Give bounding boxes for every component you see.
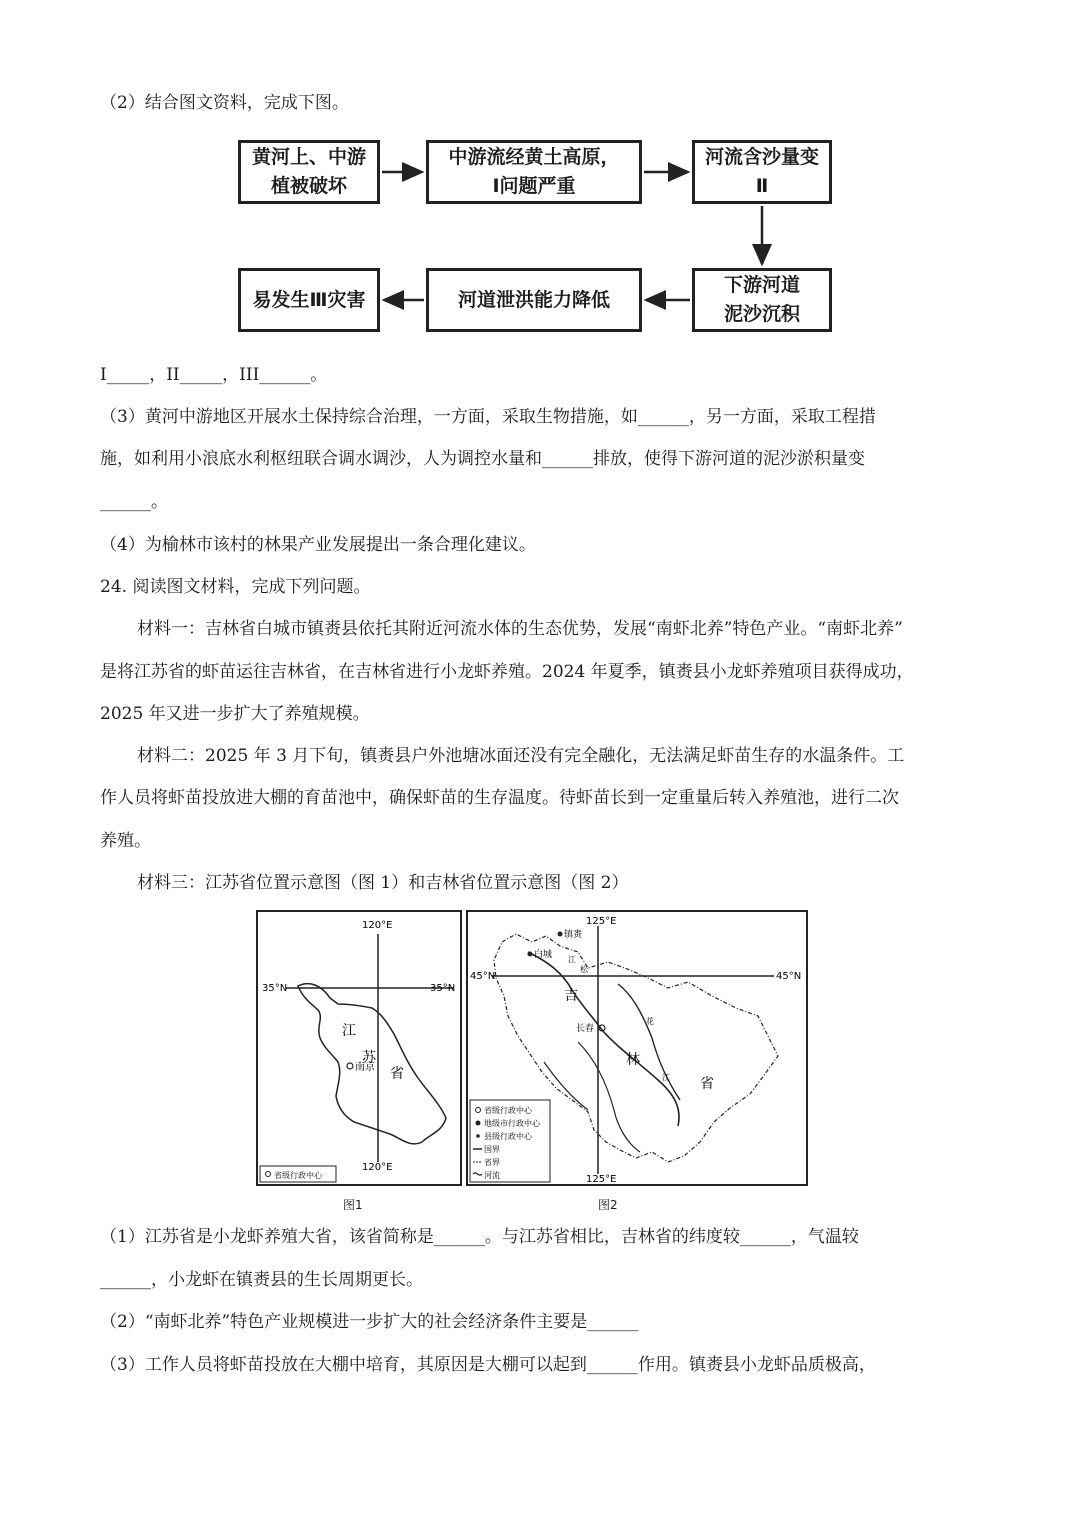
q24-title: 24. 阅读图文材料，完成下列问题。 — [100, 577, 371, 597]
map2-lon-top: 125°E — [586, 916, 617, 927]
material2-line2: 作人员将虾苗投放进大棚的育苗池中，确保虾苗的生存温度。待虾苗长到一定重量后转入养殖池，进行二次 — [100, 788, 899, 808]
river-label: 花 — [646, 1017, 654, 1026]
q4: （4）为榆林市该村的林果产业发展提出一条合理化建议。 — [100, 535, 536, 555]
map2-city2: 白城 — [534, 950, 553, 960]
nanjing-marker-icon — [347, 1063, 353, 1069]
map1-caption: 图1 — [343, 1198, 363, 1212]
map1-lon-bottom: 120°E — [362, 1162, 393, 1173]
flow-box-text: Ⅰ问题严重 — [492, 175, 576, 197]
map2-lat-right: 45°N — [776, 971, 802, 982]
material1-line3: 2025 年又进一步扩大了养殖规模。 — [100, 704, 370, 724]
zhenlai-marker-icon — [558, 932, 563, 937]
jilin-map — [466, 910, 808, 1186]
map2-legend: 地级市行政中心 — [484, 1119, 540, 1128]
q3-line2: 施，如利用小浪底水利枢纽联合调水调沙，人为调控水量和______排放，使得下游河道的泥沙淤积量变 — [100, 449, 865, 469]
flow-box-text: 黄河上、中游 — [251, 146, 366, 168]
material2-line3: 养殖。 — [100, 831, 151, 851]
map2-char: 省 — [700, 1076, 714, 1092]
map2-legend: 河流 — [484, 1171, 500, 1180]
map1-lat-right: 35°N — [430, 983, 456, 994]
river-label: 松 — [580, 965, 588, 974]
map1-char: 省 — [390, 1066, 404, 1082]
material1-line2: 是将江苏省的虾苗运往吉林省，在吉林省进行小龙虾养殖。2024 年夏季，镇赉县小龙虾养殖项目获得成功， — [100, 662, 914, 682]
map2-legend: 省级行政中心 — [484, 1106, 532, 1115]
map2-lon-bottom: 125°E — [586, 1174, 617, 1184]
flow-box-text: 中游流经黄土高原， — [448, 146, 620, 168]
flow-box-text: 河道泄洪能力降低 — [457, 288, 610, 311]
flow-box-text: 下游河道 — [723, 274, 800, 296]
map2-char: 林 — [626, 1052, 640, 1068]
map1-legend: 省级行政中心 — [274, 1171, 322, 1180]
jiangsu-map-svg — [258, 912, 460, 1184]
material2-line1: 材料二：2025 年 3 月下旬，镇赉县户外池塘冰面还没有完全融化，无法满足虾苗生存的水温条件。工 — [137, 746, 905, 766]
map2-char: 吉 — [564, 988, 578, 1004]
map2-city3: 长春 — [576, 1024, 595, 1034]
county-legend-icon — [476, 1134, 480, 1138]
map2-city1: 镇赉 — [564, 930, 583, 940]
flow-box-text: Ⅱ — [755, 175, 769, 197]
map2-legend: 省界 — [484, 1158, 500, 1167]
sub-q1-line2: ______，小龙虾在镇赉县的生长周期更长。 — [100, 1270, 423, 1290]
map2-legend: 国界 — [484, 1145, 500, 1154]
river-branch — [544, 1062, 588, 1110]
map2-lat-left: 45°N — [470, 971, 496, 982]
flow-box-text: 植被破坏 — [270, 175, 347, 197]
map2-legend: 县级行政中心 — [484, 1132, 532, 1141]
city-legend-icon — [476, 1121, 481, 1126]
sub-q1-line1: （1）江苏省是小龙虾养殖大省，该省简称是______。与江苏省相比，吉林省的纬度较______，气温较 — [100, 1227, 859, 1247]
material3: 材料三：江苏省位置示意图（图 1）和吉林省位置示意图（图 2） — [137, 873, 629, 893]
baicheng-marker-icon — [528, 952, 533, 957]
q2-prompt: （2）结合图文资料，完成下图。 — [100, 93, 349, 113]
map1-char: 苏 — [362, 1050, 376, 1066]
map1-lat-left: 35°N — [262, 983, 288, 994]
jilin-map-svg — [468, 912, 806, 1184]
flow-box-text: 易发生Ⅲ灾害 — [252, 288, 366, 311]
sub-q3: （3）工作人员将虾苗投放在大棚中培育，其原因是大棚可以起到______作用。镇赉县小龙虾品质极高， — [100, 1355, 876, 1375]
flow-arrows — [0, 0, 1080, 360]
sub-q2: （2）“南虾北养”特色产业规模进一步扩大的社会经济条件主要是______ — [100, 1312, 639, 1332]
q3-line3: ______。 — [100, 492, 168, 512]
river-label: 江 — [662, 1073, 670, 1082]
flow-box-text: 河流含沙量变 — [704, 146, 819, 168]
q3-line1: （3）黄河中游地区开展水土保持综合治理，一方面，采取生物措施，如______，另一方面，采取工程措 — [100, 407, 876, 427]
map1-char: 江 — [342, 1023, 356, 1039]
jiangsu-map — [256, 910, 462, 1186]
songhua-river — [528, 952, 679, 1126]
map2-caption: 图2 — [598, 1198, 618, 1212]
q2-answer-line: I_____，II_____，III______。 — [100, 365, 328, 385]
river-branch — [618, 984, 680, 1100]
map1-lon-top: 120°E — [362, 920, 393, 931]
map1-city: 南京 — [355, 1062, 375, 1073]
flow-box-text: 泥沙沉积 — [723, 303, 800, 325]
river-label: 江 — [568, 955, 576, 964]
material1-line1: 材料一：吉林省白城市镇赉县依托其附近河流水体的生态优势，发展“南虾北养”特色产业。“南虾北养” — [137, 619, 903, 639]
